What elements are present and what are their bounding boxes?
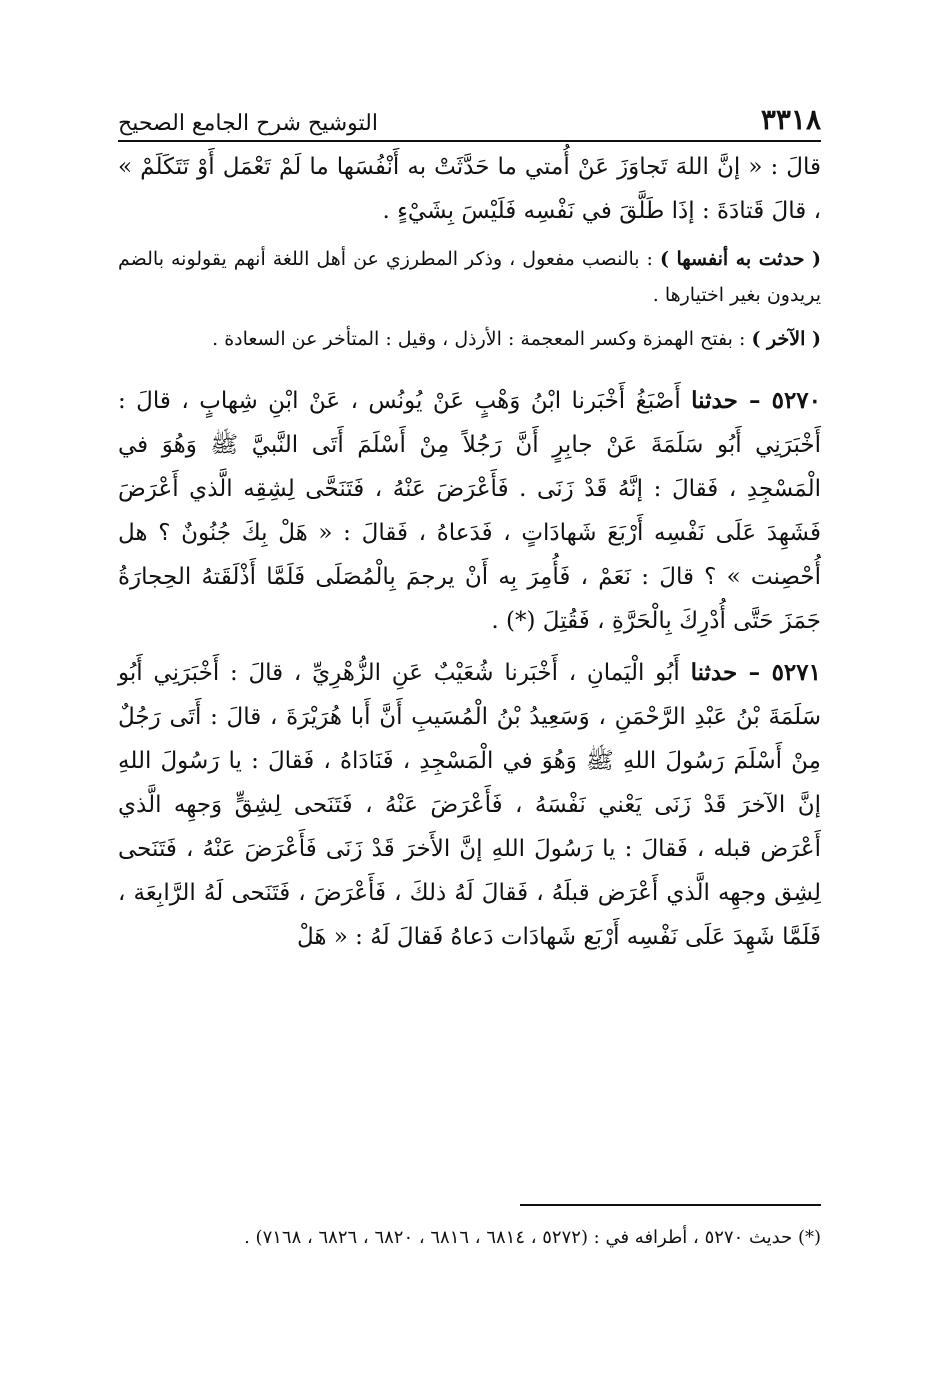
- page-number: ٣٣١٨: [760, 103, 821, 136]
- hadith-number: ٥٢٧٠ – حدثنا: [691, 387, 822, 414]
- footnote: (*) حديث ٥٢٧٠ ، أطرافه في : (٥٢٧٢ ، ٦٨١٤ ، ٦٨١٦ ، ٦٨٢٠ ، ٦٨٢٦ ، ٧١٦٨) .: [244, 1227, 821, 1248]
- commentary-term: ( الآخر ): [751, 328, 821, 350]
- hadith-number: ٥٢٧١ – حدثنا: [690, 659, 821, 686]
- page-header: [118, 92, 821, 142]
- hadith-text: أَبُو الْيَمانِ ، أَخْبَرنا شُعَيْبٌ عَنِ الزُّهْرِيِّ ، قالَ : أَخْبَرَنِي أَبُو سَلَمَةَ بْنُ عَبْدِ الرَّحْمَنِ ، وَسَعِيدُ بْنُ الْمُسَيبِ أَنَّ أَبا هُرَيْرَةَ ، قالَ : أَتَى رَجُلٌ مِنْ أَسْلَمَ رَسُولَ اللهِ ﷺ وَهُوَ في الْمَسْجِدِ ، فَنَادَاهُ ، فَقالَ : يا رَسُولَ اللهِ إنَّ الآخرَ قَدْ زَنَى يَعْني نَفْسَهُ ، فَأَعْرَضَ عَنْهُ ، فَتَنَحى لِشِقٍّ وَجهِه الَّذي أَعْرَض قبله ، فَقالَ : يا رَسُولَ اللهِ إنَّ الأَخرَ قَدْ زَنَى فَأَعْرَضَ عَنْهُ ، فَتَنَحى لِشِق وجهِه الَّذي أَعْرَض قبلَهُ ، فَقالَ لَهُ ذلكَ ، فَأَعْرَضَ ، فَتَنَحى لَهُ الرَّابِعَة ، فَلَمَّا شَهِدَ عَلَى نَفْسِه أَرْبَع شَهادَات دَعاهُ فَقالَ لَهُ : « هَلْ: [118, 660, 821, 950]
- hadith-text: أَصْبَغُ أَخْبَرنا ابْنُ وَهْبٍ عَنْ يُونُس ، عَنْ ابْنِ شِهابٍ ، قالَ : أَخْبَرَنِي أَبُو سَلَمَةَ عَنْ جابِرٍ أَنَّ رَجُلاً مِنْ أَسْلَمَ أَتَى النَّبيَّ ﷺ وَهُوَ في الْمَسْجِدِ ، فَقالَ : إنَّهُ قَدْ زَنَى . فَأَعْرَضَ عَنْهُ ، فَتَنَحَّى لِشِقِه الَّذي أَعْرَضَ فَشَهِدَ عَلَى نَفْسِه أَرْبَعَ شَهادَاتٍ ، فَدَعاهُ ، فَقالَ : « هَلْ بِكَ جُنُونٌ ؟ هل أُحْصِنت » ؟ قالَ : نَعَمْ ، فَأُمِرَ بِه أَنْ يرجمَ بِالْمُصَلَى فَلَمَّا أَذْلَقَتهُ الحِجارَةُ جَمَزَ حَتَّى أُدْرِكَ بِالْحَرَّةِ ، فَقُتِلَ (*) .: [118, 388, 821, 634]
- commentary-term: ( حدثت به أنفسها ): [659, 248, 821, 270]
- page-body: [118, 145, 821, 959]
- commentary-note-2: [118, 321, 821, 357]
- footnote-divider: [520, 1204, 821, 1206]
- hadith-continuation: قالَ : « إنَّ اللهَ تَجاوَزَ عَنْ أُمتي ما حَدَّثَتْ به أَنْفُسَها ما لَمْ تَعْمَل أَوْ تَتَكَلَمْ » ، قالَ قَتادَةَ : إذَا طَلَّقَ في نَفْسِه فَلَيْسَ بِشَيْءٍ .: [118, 154, 821, 224]
- running-title: التوشيح شرح الجامع الصحيح: [118, 111, 378, 136]
- commentary-text: : بفتح الهمزة وكسر المعجمة : الأرذل ، وقيل : المتأخر عن السعادة .: [212, 328, 752, 350]
- hadith-5271: [118, 651, 821, 959]
- hadith-5270: [118, 379, 821, 643]
- commentary-text: : بالنصب مفعول ، وذكر المطرزي عن أهل اللغة أنهم يقولونه بالضم يريدون بغير اختيارها .: [118, 248, 821, 306]
- commentary-note-1: [118, 241, 821, 313]
